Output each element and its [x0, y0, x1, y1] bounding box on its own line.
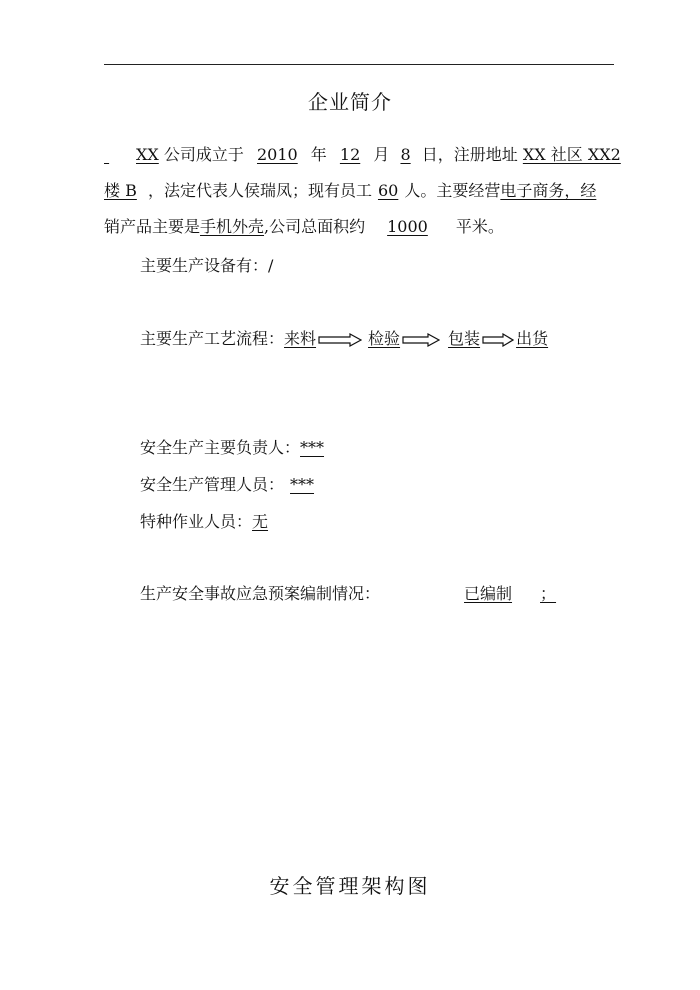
- emergency-plan-value: 已编制: [464, 584, 513, 603]
- process-step-1: 来料: [284, 329, 317, 348]
- product-prefix: 销产品主要是: [104, 217, 201, 236]
- employee-suffix: 人。主要经营: [404, 181, 501, 200]
- employee-count: 60: [377, 181, 399, 200]
- day-suffix: 日，注册地址: [421, 145, 518, 164]
- registered-address-cont: 楼 B: [104, 181, 137, 200]
- emergency-plan-line: [140, 584, 560, 604]
- header-rule: [104, 64, 614, 65]
- safety-mgr-label: 安全生产管理人员：: [140, 475, 285, 494]
- page-title: 企业简介: [308, 90, 392, 114]
- month-suffix: 月: [373, 145, 390, 164]
- process-label: 主要生产工艺流程：: [140, 329, 285, 348]
- equipment-line: 主要生产设备有：/: [140, 256, 274, 275]
- arrow-right-icon: [402, 333, 440, 347]
- main-product: 手机外壳: [200, 217, 265, 236]
- process-step-4: 出货: [516, 329, 549, 348]
- safety-lead-label: 安全生产主要负责人：: [140, 438, 301, 457]
- year-suffix: 年: [310, 145, 327, 164]
- intro-line-3: [104, 217, 504, 237]
- intro-line-1: [104, 145, 621, 165]
- arrow-right-icon: [482, 333, 514, 347]
- company-text: 公司成立于: [163, 145, 244, 164]
- safety-mgr-line: [140, 475, 314, 495]
- section-title-safety-structure: 安全管理架构图: [269, 874, 431, 898]
- founding-year: 2010: [256, 145, 298, 164]
- safety-lead-line: [140, 438, 324, 458]
- emergency-plan-label: 生产安全事故应急预案编制情况：: [140, 584, 381, 603]
- safety-lead-value: ***: [300, 438, 325, 457]
- total-area: 1000: [387, 217, 428, 236]
- safety-mgr-value: ***: [290, 475, 315, 494]
- registered-address: XX 社区 XX2: [522, 145, 621, 164]
- area-text: ,公司总面积约: [264, 217, 366, 236]
- intro-line-2: [104, 181, 596, 201]
- rep-text: ，法定代表人侯瑞凤；现有员工: [147, 181, 372, 200]
- special-worker-label: 特种作业人员：: [140, 512, 253, 531]
- emergency-plan-end: ；: [540, 584, 557, 603]
- area-unit: 平米。: [455, 217, 504, 236]
- founding-month: 12: [339, 145, 361, 164]
- arrow-right-icon: [318, 333, 362, 347]
- process-line: [140, 329, 548, 349]
- main-business: 电子商务，经: [500, 181, 597, 200]
- special-worker-line: [140, 512, 268, 532]
- special-worker-value: 无: [252, 512, 269, 531]
- process-step-2: 检验: [368, 329, 401, 348]
- company-blank: XX: [136, 145, 159, 164]
- process-step-3: 包装: [448, 329, 481, 348]
- founding-day: 8: [400, 145, 411, 164]
